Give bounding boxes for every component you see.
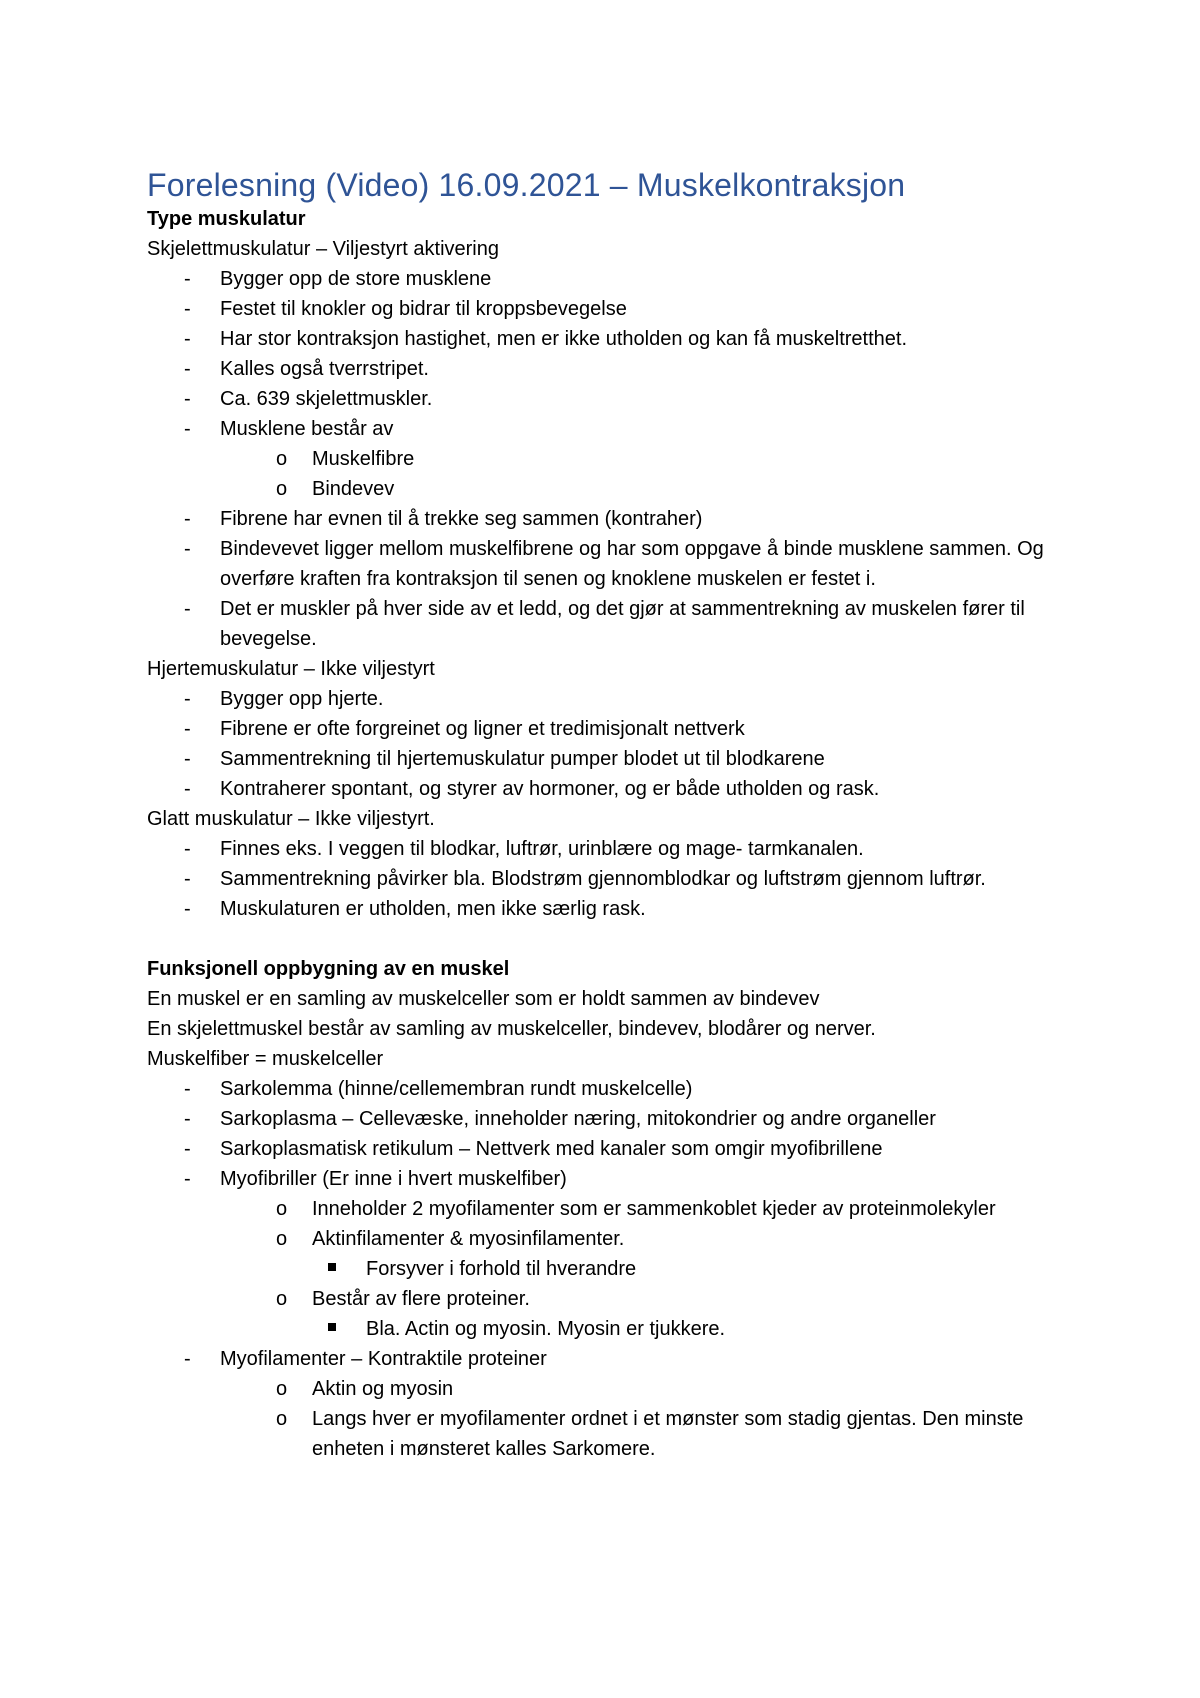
list-item: - Bygger opp hjerte.: [147, 684, 1067, 714]
list-item: - Kontraherer spontant, og styrer av hormoner, og er både utholden og rask.: [147, 774, 1067, 804]
list-item: - Sammentrekning til hjertemuskulatur pumper blodet ut til blodkarene: [147, 744, 1067, 774]
sub-list-item: o Aktinfilamenter & myosinfilamenter.: [147, 1224, 1067, 1254]
document-body: [147, 166, 1067, 1464]
list-item: - Fibrene er ofte forgreinet og ligner et tredimisjonalt nettverk: [147, 714, 1067, 744]
square-bullet-icon: [328, 1323, 336, 1331]
list-item: - Myofibriller (Er inne i hvert muskelfiber): [147, 1164, 1067, 1194]
dash-marker: -: [184, 598, 191, 620]
list-item: - Bygger opp de store musklene: [147, 264, 1067, 294]
dash-marker: -: [184, 538, 191, 560]
list-item: - Sarkoplasma – Cellevæske, inneholder næring, mitokondrier og andre organeller: [147, 1104, 1067, 1134]
list-item: - Bindevevet ligger mellom muskelfibrene og har som oppgave å binde musklene sammen. Og overføre kraften fra kontraksjon til senen og knoklene muskelen er festet i.: [147, 534, 1067, 594]
sub-list-item: o Bindevev: [147, 474, 1067, 504]
body-line: En muskel er en samling av muskelceller som er holdt sammen av bindevev: [147, 988, 820, 1010]
skeletal-label: Skjelettmuskulatur – Viljestyrt aktivering: [147, 238, 499, 260]
dash-marker: -: [184, 1108, 191, 1130]
smooth-list: [147, 834, 1067, 924]
circle-bullet-icon: o: [276, 1198, 288, 1220]
circle-bullet-icon: o: [276, 448, 288, 470]
dash-marker: -: [184, 838, 191, 860]
body-line: En skjelettmuskel består av samling av muskelceller, bindevev, blodårer og nerver.: [147, 1018, 876, 1040]
body-line: Muskelfiber = muskelceller: [147, 1048, 384, 1070]
paragraph-spacer: [147, 924, 1067, 954]
dash-marker: -: [184, 1078, 191, 1100]
list-item: - Sammentrekning påvirker bla. Blodstrøm gjennomblodkar og luftstrøm gjennom luftrør.: [147, 864, 1067, 894]
list-item: - Festet til knokler og bidrar til kroppsbevegelse: [147, 294, 1067, 324]
circle-bullet-icon: o: [276, 478, 288, 500]
skeletal-list: [147, 264, 1067, 654]
dash-marker: -: [184, 298, 191, 320]
dash-marker: -: [184, 358, 191, 380]
dash-marker: -: [184, 748, 191, 770]
sub-sub-list-item: Forsyver i forhold til hverandre: [147, 1254, 1067, 1284]
list-item: - Ca. 639 skjelettmuskler.: [147, 384, 1067, 414]
dash-marker: -: [184, 268, 191, 290]
circle-bullet-icon: o: [276, 1228, 288, 1250]
dash-marker: -: [184, 328, 191, 350]
sub-list-item: o Langs hver er myofilamenter ordnet i et mønster som stadig gjentas. Den minste enheten i mønsteret kalles Sarkomere.: [147, 1404, 1067, 1464]
smooth-label: Glatt muskulatur – Ikke viljestyrt.: [147, 808, 435, 830]
sub-sub-list-item: Bla. Actin og myosin. Myosin er tjukkere.: [147, 1314, 1067, 1344]
dash-marker: -: [184, 418, 191, 440]
dash-marker: -: [184, 1138, 191, 1160]
dash-marker: -: [184, 1168, 191, 1190]
circle-bullet-icon: o: [276, 1288, 288, 1310]
circle-bullet-icon: o: [276, 1408, 288, 1430]
heart-list: [147, 684, 1067, 804]
dash-marker: -: [184, 388, 191, 410]
section-heading-funksjonell: Funksjonell oppbygning av en muskel: [147, 958, 510, 980]
muscle-fiber-list: [147, 1074, 1067, 1464]
list-item: - Kalles også tverrstripet.: [147, 354, 1067, 384]
section-heading-type-muskulatur: Type muskulatur: [147, 208, 306, 230]
dash-marker: -: [184, 898, 191, 920]
list-item: - Finnes eks. I veggen til blodkar, luftrør, urinblære og mage- tarmkanalen.: [147, 834, 1067, 864]
sub-list-item: o Muskelfibre: [147, 444, 1067, 474]
dash-marker: -: [184, 508, 191, 530]
dash-marker: -: [184, 718, 191, 740]
dash-marker: -: [184, 778, 191, 800]
list-item: - Fibrene har evnen til å trekke seg sammen (kontraher): [147, 504, 1067, 534]
list-item: - Musklene består av: [147, 414, 1067, 444]
page-title: Forelesning (Video) 16.09.2021 – Muskelkontraksjon: [147, 167, 906, 203]
list-item: - Muskulaturen er utholden, men ikke særlig rask.: [147, 894, 1067, 924]
heart-label: Hjertemuskulatur – Ikke viljestyrt: [147, 658, 435, 680]
sub-list-item: o Inneholder 2 myofilamenter som er sammenkoblet kjeder av proteinmolekyler: [147, 1194, 1067, 1224]
square-bullet-icon: [328, 1263, 336, 1271]
dash-marker: -: [184, 688, 191, 710]
sub-list-item: o Består av flere proteiner.: [147, 1284, 1067, 1314]
list-item: - Sarkoplasmatisk retikulum – Nettverk med kanaler som omgir myofibrillene: [147, 1134, 1067, 1164]
dash-marker: -: [184, 868, 191, 890]
circle-bullet-icon: o: [276, 1378, 288, 1400]
list-item: - Har stor kontraksjon hastighet, men er ikke utholden og kan få muskeltretthet.: [147, 324, 1067, 354]
list-item: - Sarkolemma (hinne/cellemembran rundt muskelcelle): [147, 1074, 1067, 1104]
list-item: - Myofilamenter – Kontraktile proteiner: [147, 1344, 1067, 1374]
sub-list-item: o Aktin og myosin: [147, 1374, 1067, 1404]
list-item: - Det er muskler på hver side av et ledd, og det gjør at sammentrekning av muskelen fører til bevegelse.: [147, 594, 1067, 654]
dash-marker: -: [184, 1348, 191, 1370]
